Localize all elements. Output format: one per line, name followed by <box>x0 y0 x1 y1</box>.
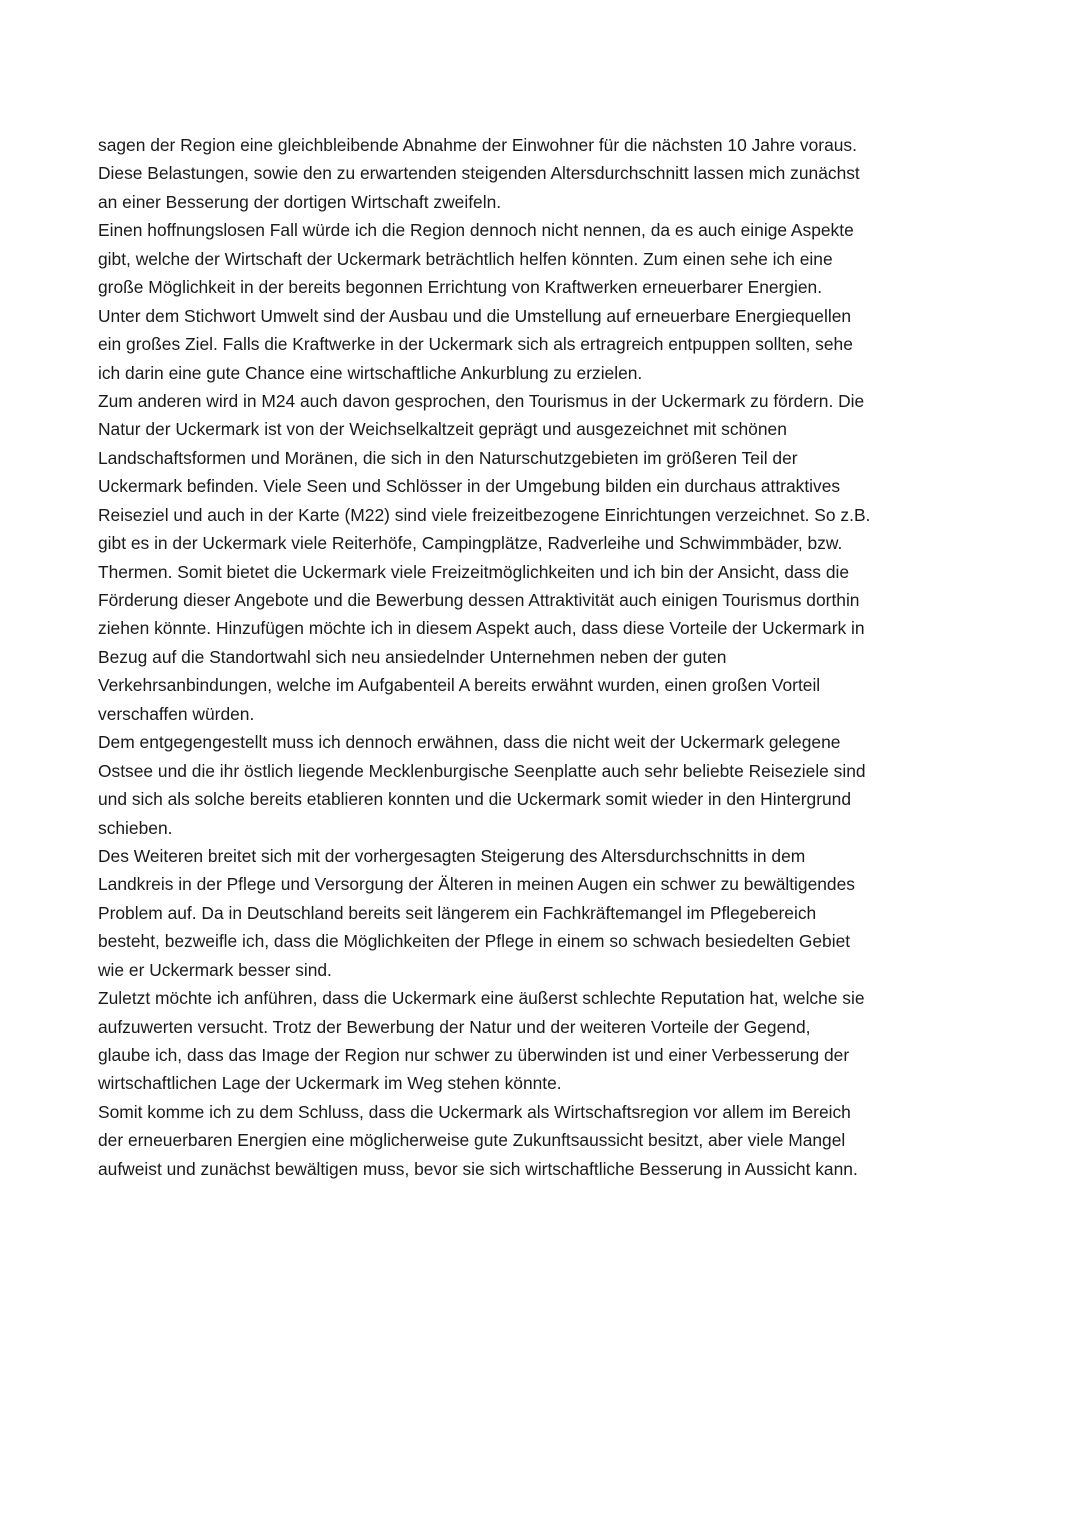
text-line: ziehen könnte. Hinzufügen möchte ich in diesem Aspekt auch, dass diese Vorteile der Uckermark in <box>98 618 865 639</box>
text-line: aufweist und zunächst bewältigen muss, bevor sie sich wirtschaftliche Besserung in Aussicht kann. <box>98 1158 858 1179</box>
text-line: Dem entgegengestellt muss ich dennoch erwähnen, dass die nicht weit der Uckermark gelegene <box>98 732 841 753</box>
text-line: Problem auf. Da in Deutschland bereits seit längerem ein Fachkräftemangel im Pflegebereich <box>98 902 817 923</box>
text-line: ein großes Ziel. Falls die Kraftwerke in der Uckermark sich als ertragreich entpuppen sollten, sehe <box>98 334 853 355</box>
text-line: wie er Uckermark besser sind. <box>98 959 332 980</box>
text-line: Diese Belastungen, sowie den zu erwartenden steigenden Altersdurchschnitt lassen mich zunächst <box>98 163 860 184</box>
text-line: wirtschaftlichen Lage der Uckermark im Weg stehen könnte. <box>98 1073 562 1094</box>
text-line: Natur der Uckermark ist von der Weichselkaltzeit geprägt und ausgezeichnet mit schönen <box>98 419 787 440</box>
text-line: Landkreis in der Pflege und Versorgung der Älteren in meinen Augen ein schwer zu bewältigendes <box>98 874 855 895</box>
text-line: der erneuerbaren Energien eine möglicherweise gute Zukunftsaussicht besitzt, aber viele Mangel <box>98 1130 846 1151</box>
text-line: Zum anderen wird in M24 auch davon gesprochen, den Tourismus in der Uckermark zu fördern. Die <box>98 390 865 411</box>
text-line: Uckermark befinden. Viele Seen und Schlösser in der Umgebung bilden ein durchaus attraktives <box>98 476 841 497</box>
text-line: glaube ich, dass das Image der Region nur schwer zu überwinden ist und einer Verbesserung der <box>98 1045 850 1065</box>
text-line: Thermen. Somit bietet die Uckermark viele Freizeitmöglichkeiten und ich bin der Ansicht, dass die <box>98 561 850 582</box>
text-line: schieben. <box>98 817 173 838</box>
text-line: Des Weiteren breitet sich mit der vorhergesagten Steigerung des Altersdurchschnitts in dem <box>98 845 806 866</box>
text-line: Förderung dieser Angebote und die Bewerbung dessen Attraktivität auch einigen Tourismus dorthin <box>98 590 860 610</box>
text-line: verschaffen würden. <box>98 703 255 724</box>
text-line: Unter dem Stichwort Umwelt sind der Ausbau und die Umstellung auf erneuerbare Energiequellen <box>98 305 852 326</box>
text-line: Landschaftsformen und Moränen, die sich in den Naturschutzgebieten im größeren Teil der <box>98 447 798 468</box>
text-line: ich darin eine gute Chance eine wirtschaftliche Ankurblung zu erzielen. <box>98 362 643 383</box>
text-line: Somit komme ich zu dem Schluss, dass die Uckermark als Wirtschaftsregion vor allem im Bereich <box>98 1101 851 1122</box>
document-body <box>98 131 998 1183</box>
text-line: sagen der Region eine gleichbleibende Abnahme der Einwohner für die nächsten 10 Jahre voraus. <box>98 135 857 155</box>
text-line: besteht, bezweifle ich, dass die Möglichkeiten der Pflege in einem so schwach besiedelten Gebiet <box>98 931 851 952</box>
text-line: Einen hoffnungslosen Fall würde ich die Region dennoch nicht nennen, da es auch einige Aspekte <box>98 220 854 241</box>
text-line: Bezug auf die Standortwahl sich neu ansiedelnder Unternehmen neben der guten <box>98 646 727 667</box>
text-line: gibt es in der Uckermark viele Reiterhöfe, Campingplätze, Radverleihe und Schwimmbäder, bzw. <box>98 533 843 554</box>
text-line: Zuletzt möchte ich anführen, dass die Uckermark eine äußerst schlechte Reputation hat, welche sie <box>98 988 865 1009</box>
text-line: Verkehrsanbindungen, welche im Aufgabenteil A bereits erwähnt wurden, einen großen Vorteil <box>98 675 821 696</box>
text-line: an einer Besserung der dortigen Wirtschaft zweifeln. <box>98 191 502 212</box>
text-line: gibt, welche der Wirtschaft der Uckermark beträchtlich helfen könnten. Zum einen sehe ich eine <box>98 248 833 269</box>
text-line: aufzuwerten versucht. Trotz der Bewerbung der Natur und der weiteren Vorteile der Gegend, <box>98 1016 811 1037</box>
text-line: Reiseziel und auch in der Karte (M22) sind viele freizeitbezogene Einrichtungen verzeichnet. So z.B. <box>98 504 871 525</box>
text-line: und sich als solche bereits etablieren konnten und die Uckermark somit wieder in den Hintergrund <box>98 789 852 810</box>
text-line: Ostsee und die ihr östlich liegende Mecklenburgische Seenplatte auch sehr beliebte Reiseziele sind <box>98 760 866 781</box>
text-line: große Möglichkeit in der bereits begonnen Errichtung von Kraftwerken erneuerbarer Energien. <box>98 277 823 298</box>
